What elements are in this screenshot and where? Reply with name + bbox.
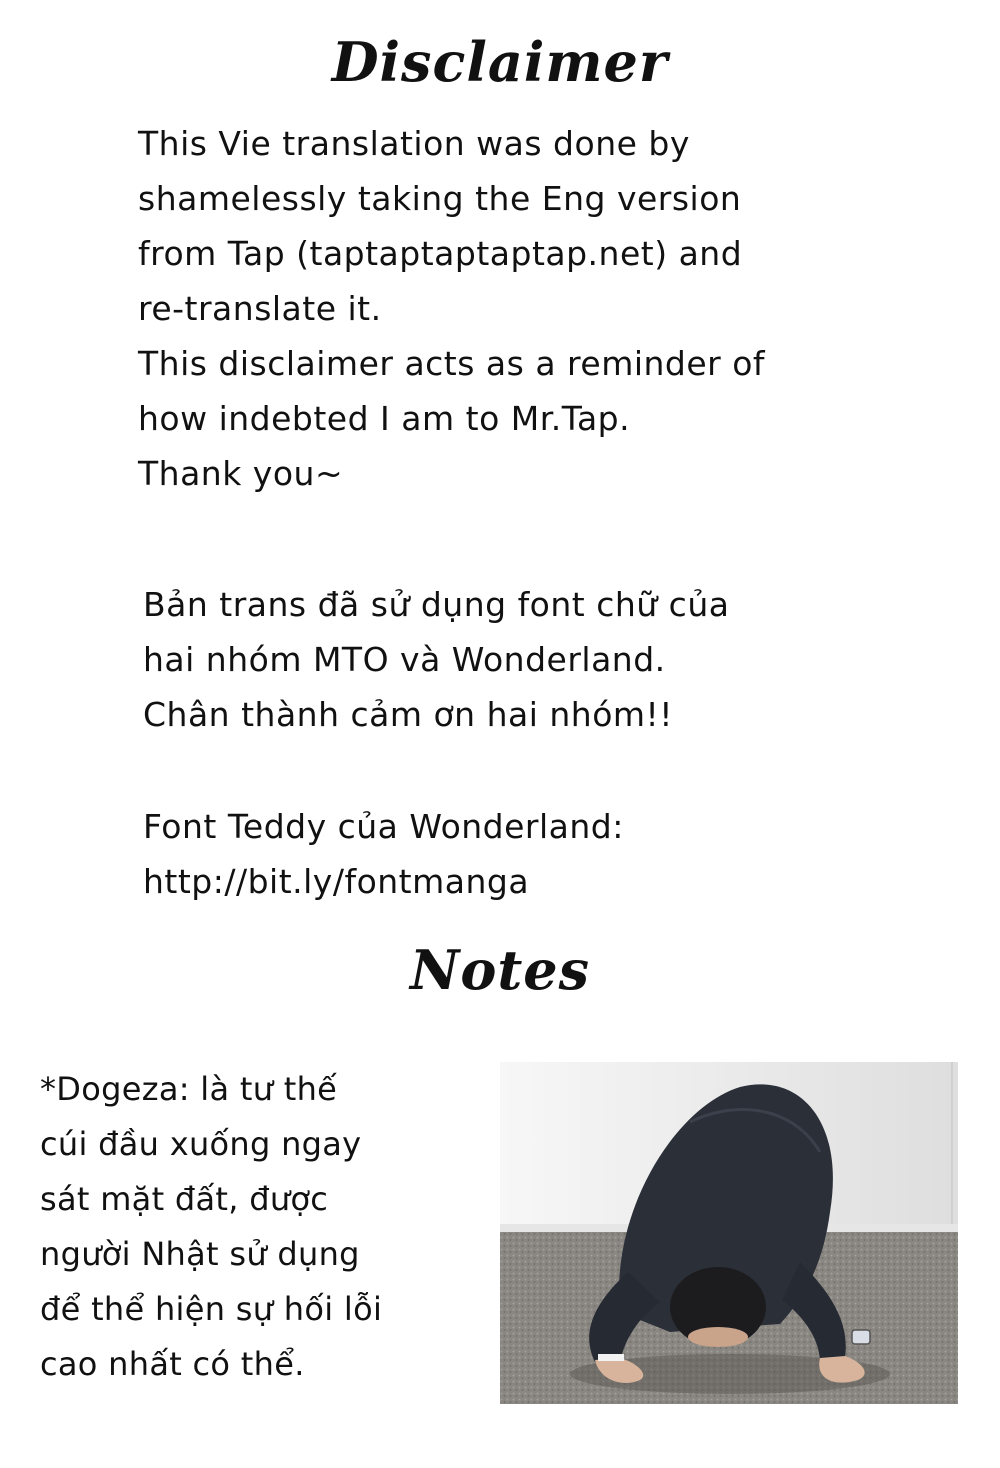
font-link-text — [143, 799, 963, 909]
disclaimer-line: from Tap (taptaptaptaptap.net) and — [138, 234, 743, 273]
disclaimer-line: This Vie translation was done by — [138, 124, 690, 163]
watch-icon — [852, 1330, 870, 1344]
disclaimer-line: This disclaimer acts as a reminder of — [138, 344, 766, 383]
dogeza-note-line: cao nhất có thể. — [40, 1345, 305, 1383]
disclaimer-line: shamelessly taking the Eng version — [138, 179, 742, 218]
dogeza-photo — [500, 1062, 958, 1404]
font-link-url: http://bit.ly/fontmanga — [143, 862, 530, 901]
disclaimer-line: how indebted I am to Mr.Tap. — [138, 399, 631, 438]
disclaimer-text — [138, 116, 958, 501]
font-credits-line: hai nhóm MTO và Wonderland. — [143, 640, 666, 679]
disclaimer-line: re-translate it. — [138, 289, 382, 328]
dogeza-note-line: cúi đầu xuống ngay — [40, 1125, 362, 1163]
dogeza-note-line: để thể hiện sự hối lỗi — [40, 1290, 383, 1328]
dogeza-note-line: *Dogeza: là tư thế — [40, 1070, 338, 1108]
dogeza-note-line: người Nhật sử dụng — [40, 1235, 360, 1273]
font-credits-line: Bản trans đã sử dụng font chữ của — [143, 585, 730, 624]
font-link-label: Font Teddy của Wonderland: — [143, 807, 624, 846]
dogeza-note — [40, 1062, 500, 1392]
notes-title: Notes — [409, 938, 591, 1002]
disclaimer-title: Disclaimer — [331, 30, 669, 94]
font-credits-text — [143, 577, 963, 742]
dogeza-note-line: sát mặt đất, được — [40, 1180, 329, 1218]
disclaimer-line: Thank you~ — [138, 454, 344, 493]
dogeza-illustration — [500, 1062, 958, 1404]
font-credits-line: Chân thành cảm ơn hai nhóm!! — [143, 695, 673, 734]
